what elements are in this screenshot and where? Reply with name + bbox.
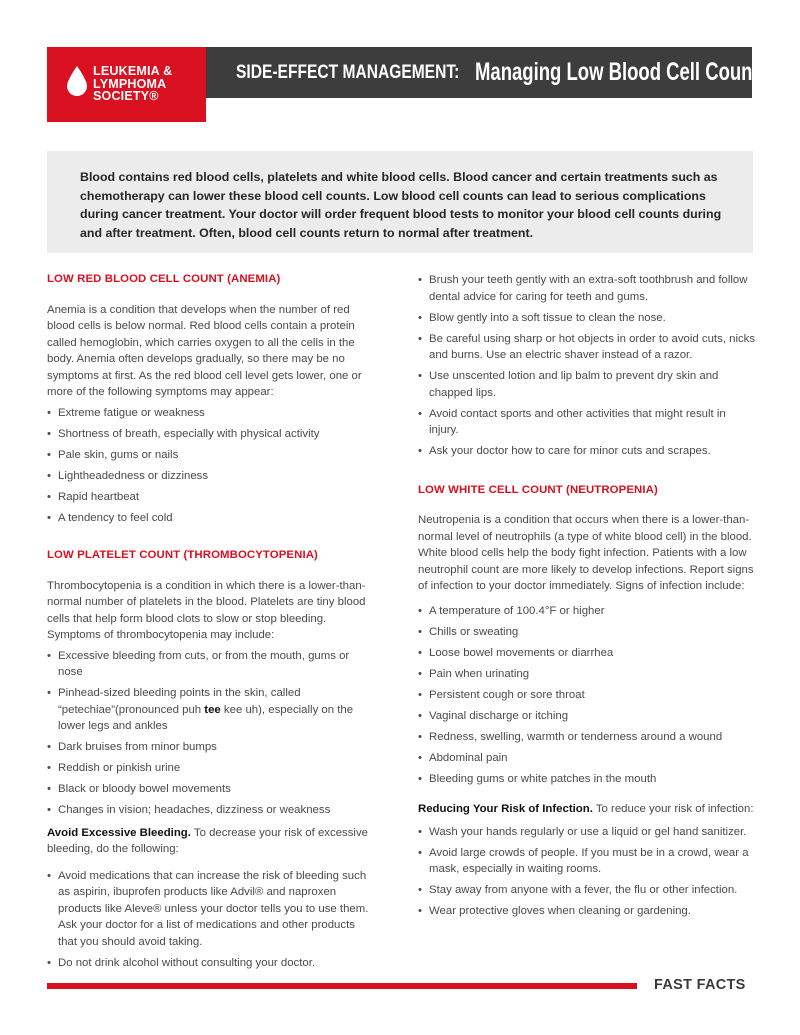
neutropenia-body: Neutropenia is a condition that occurs when there is a lower-than-normal level of neutrophils (a type of white blood cell) in the blood. White blood cells help the body fight infection. Patients with a low neutrophil count are more likely to develop infections. Report signs of infection to your doctor immediately. Signs of infection include: (418, 514, 754, 592)
list-item: • Persistent cough or sore throat (418, 687, 758, 704)
list-item: • Avoid contact sports and other activities that might result in injury. (418, 406, 758, 439)
list-item: • Reddish or pinkish urine (47, 760, 377, 777)
list-item: • Stay away from anyone with a fever, the flu or other infection. (418, 882, 758, 899)
list-item: • Be careful using sharp or hot objects in order to avoid cuts, nicks and burns. Use an electric shaver instead of a razor. (418, 331, 758, 364)
org-name (93, 65, 203, 103)
avoid-bleeding-intro (47, 825, 377, 858)
platelet-body: Thrombocytopenia is a condition in which there is a lower-than-normal number of platelets in the blood. Platelets are tiny blood cells that help form blood clots to slow or stop bleeding. Symptoms of thrombocytopenia may include: (47, 579, 366, 641)
list-item: • Extreme fatigue or weakness (47, 405, 377, 422)
list-item: • Loose bowel movements or diarrhea (418, 645, 758, 662)
org-name-line: LEUKEMIA & (93, 64, 173, 78)
reduce-infection-intro (418, 801, 758, 818)
page-title: Managing Low Blood Cell Counts (475, 58, 770, 86)
avoid-bleeding-title: Avoid Excessive Bleeding. (47, 826, 191, 839)
list-item: • A temperature of 100.4°F or higher (418, 603, 758, 620)
list-item: • Ask your doctor how to care for minor cuts and scrapes. (418, 443, 758, 460)
reduce-infection-list (418, 824, 758, 920)
intro-text: Blood contains red blood cells, platelets and white blood cells. Blood cancer and certain treatments such as chemotherapy can lower these blood cell counts. Low blood cell counts can lead to serious complications during cancer treatment. Your doctor will order frequent blood tests to monitor your blood cell counts during and after treatment. Often, blood cell counts return to normal after treatment. (80, 170, 722, 240)
list-item: • Wash your hands regularly or use a liquid or gel hand sanitizer. (418, 824, 758, 841)
list-item: • Wear protective gloves when cleaning or gardening. (418, 903, 758, 920)
footer-rule (47, 983, 637, 989)
list-item: • Redness, swelling, warmth or tenderness around a wound (418, 729, 758, 746)
avoid-bleeding-list (47, 868, 377, 972)
petechiae-text: Pinhead-sized bleeding points in the skin, called “petechiae”(pronounced puh (58, 687, 301, 716)
avoid-bleeding-text: To decrease your risk of excessive bleeding, do the following: (47, 826, 368, 855)
list-item: • A tendency to feel cold (47, 510, 377, 527)
title-lead: SIDE-EFFECT MANAGEMENT: (236, 61, 460, 83)
list-item: • Black or bloody bowel movements (47, 781, 377, 798)
reduce-infection-title: Reducing Your Risk of Infection. (418, 803, 593, 815)
blood-drop-icon (67, 66, 87, 96)
list-item: • Rapid heartbeat (47, 489, 377, 506)
platelet-heading: LOW PLATELET COUNT (THROMBOCYTOPENIA) (47, 549, 318, 561)
org-name-line: LYMPHOMA (93, 76, 167, 91)
list-item: • Changes in vision; headaches, dizziness or weakness (47, 802, 377, 819)
list-item: • Blow gently into a soft tissue to clean the nose. (418, 310, 758, 327)
list-item: • Brush your teeth gently with an extra-soft toothbrush and follow dental advice for caring for teeth and gums. (418, 272, 758, 305)
anemia-body: Anemia is a condition that develops when the number of red blood cells is below normal. Red blood cells contain a protein called hemoglobin, which carries oxygen to all the cells in the body. Anemia often develops gradually, so there may be no symptoms at first. As the red blood cell level gets lower, one or more of the following symptoms may appear: (47, 303, 362, 398)
list-item: • Lightheadedness or dizziness (47, 468, 377, 485)
pronunciation-stress: tee (204, 703, 221, 716)
list-item: • Chills or sweating (418, 624, 758, 641)
list-item: • Avoid large crowds of people. If you must be in a crowd, wear a mask, especially in waiting rooms. (418, 845, 758, 878)
anemia-symptoms (47, 405, 377, 527)
list-item: • Pale skin, gums or nails (47, 447, 377, 464)
avoid-bleeding-list-continued (418, 272, 758, 460)
list-item: • Avoid medications that can increase the risk of bleeding such as aspirin, ibuprofen products like Advil® and naproxen products like Aleve® unless your doctor tells you to use them. Ask your doctor for a list of medications and other products that you should avoid taking. (47, 868, 377, 951)
list-item: • Do not drink alcohol without consulting your doctor. (47, 955, 377, 972)
title-bar (206, 47, 770, 98)
left-column (47, 271, 377, 971)
anemia-heading: LOW RED BLOOD CELL COUNT (ANEMIA) (47, 273, 281, 285)
list-item: • Dark bruises from minor bumps (47, 739, 377, 756)
petechiae-text: kee uh), especially on the lower legs and ankles (58, 703, 354, 732)
lls-logo (47, 47, 206, 122)
list-item: • Use unscented lotion and lip balm to prevent dry skin and chapped lips. (418, 368, 758, 401)
intro-box (47, 151, 753, 253)
list-item: • Excessive bleeding from cuts, or from the mouth, gums or nose (47, 648, 377, 681)
infection-signs (418, 603, 758, 788)
neutropenia-heading: LOW WHITE CELL COUNT (NEUTROPENIA) (418, 483, 658, 496)
list-item: • Shortness of breath, especially with physical activity (47, 426, 377, 443)
list-item: • Abdominal pain (418, 750, 758, 767)
footer-label: FAST FACTS (654, 977, 746, 993)
org-name-line: SOCIETY® (93, 89, 159, 103)
platelet-symptoms (47, 648, 377, 819)
list-item (47, 685, 377, 735)
list-item: • Pain when urinating (418, 666, 758, 683)
list-item: • Vaginal discharge or itching (418, 708, 758, 725)
list-item: • Bleeding gums or white patches in the mouth (418, 771, 758, 788)
reduce-infection-text: To reduce your risk of infection: (592, 803, 754, 815)
right-column (418, 272, 758, 920)
